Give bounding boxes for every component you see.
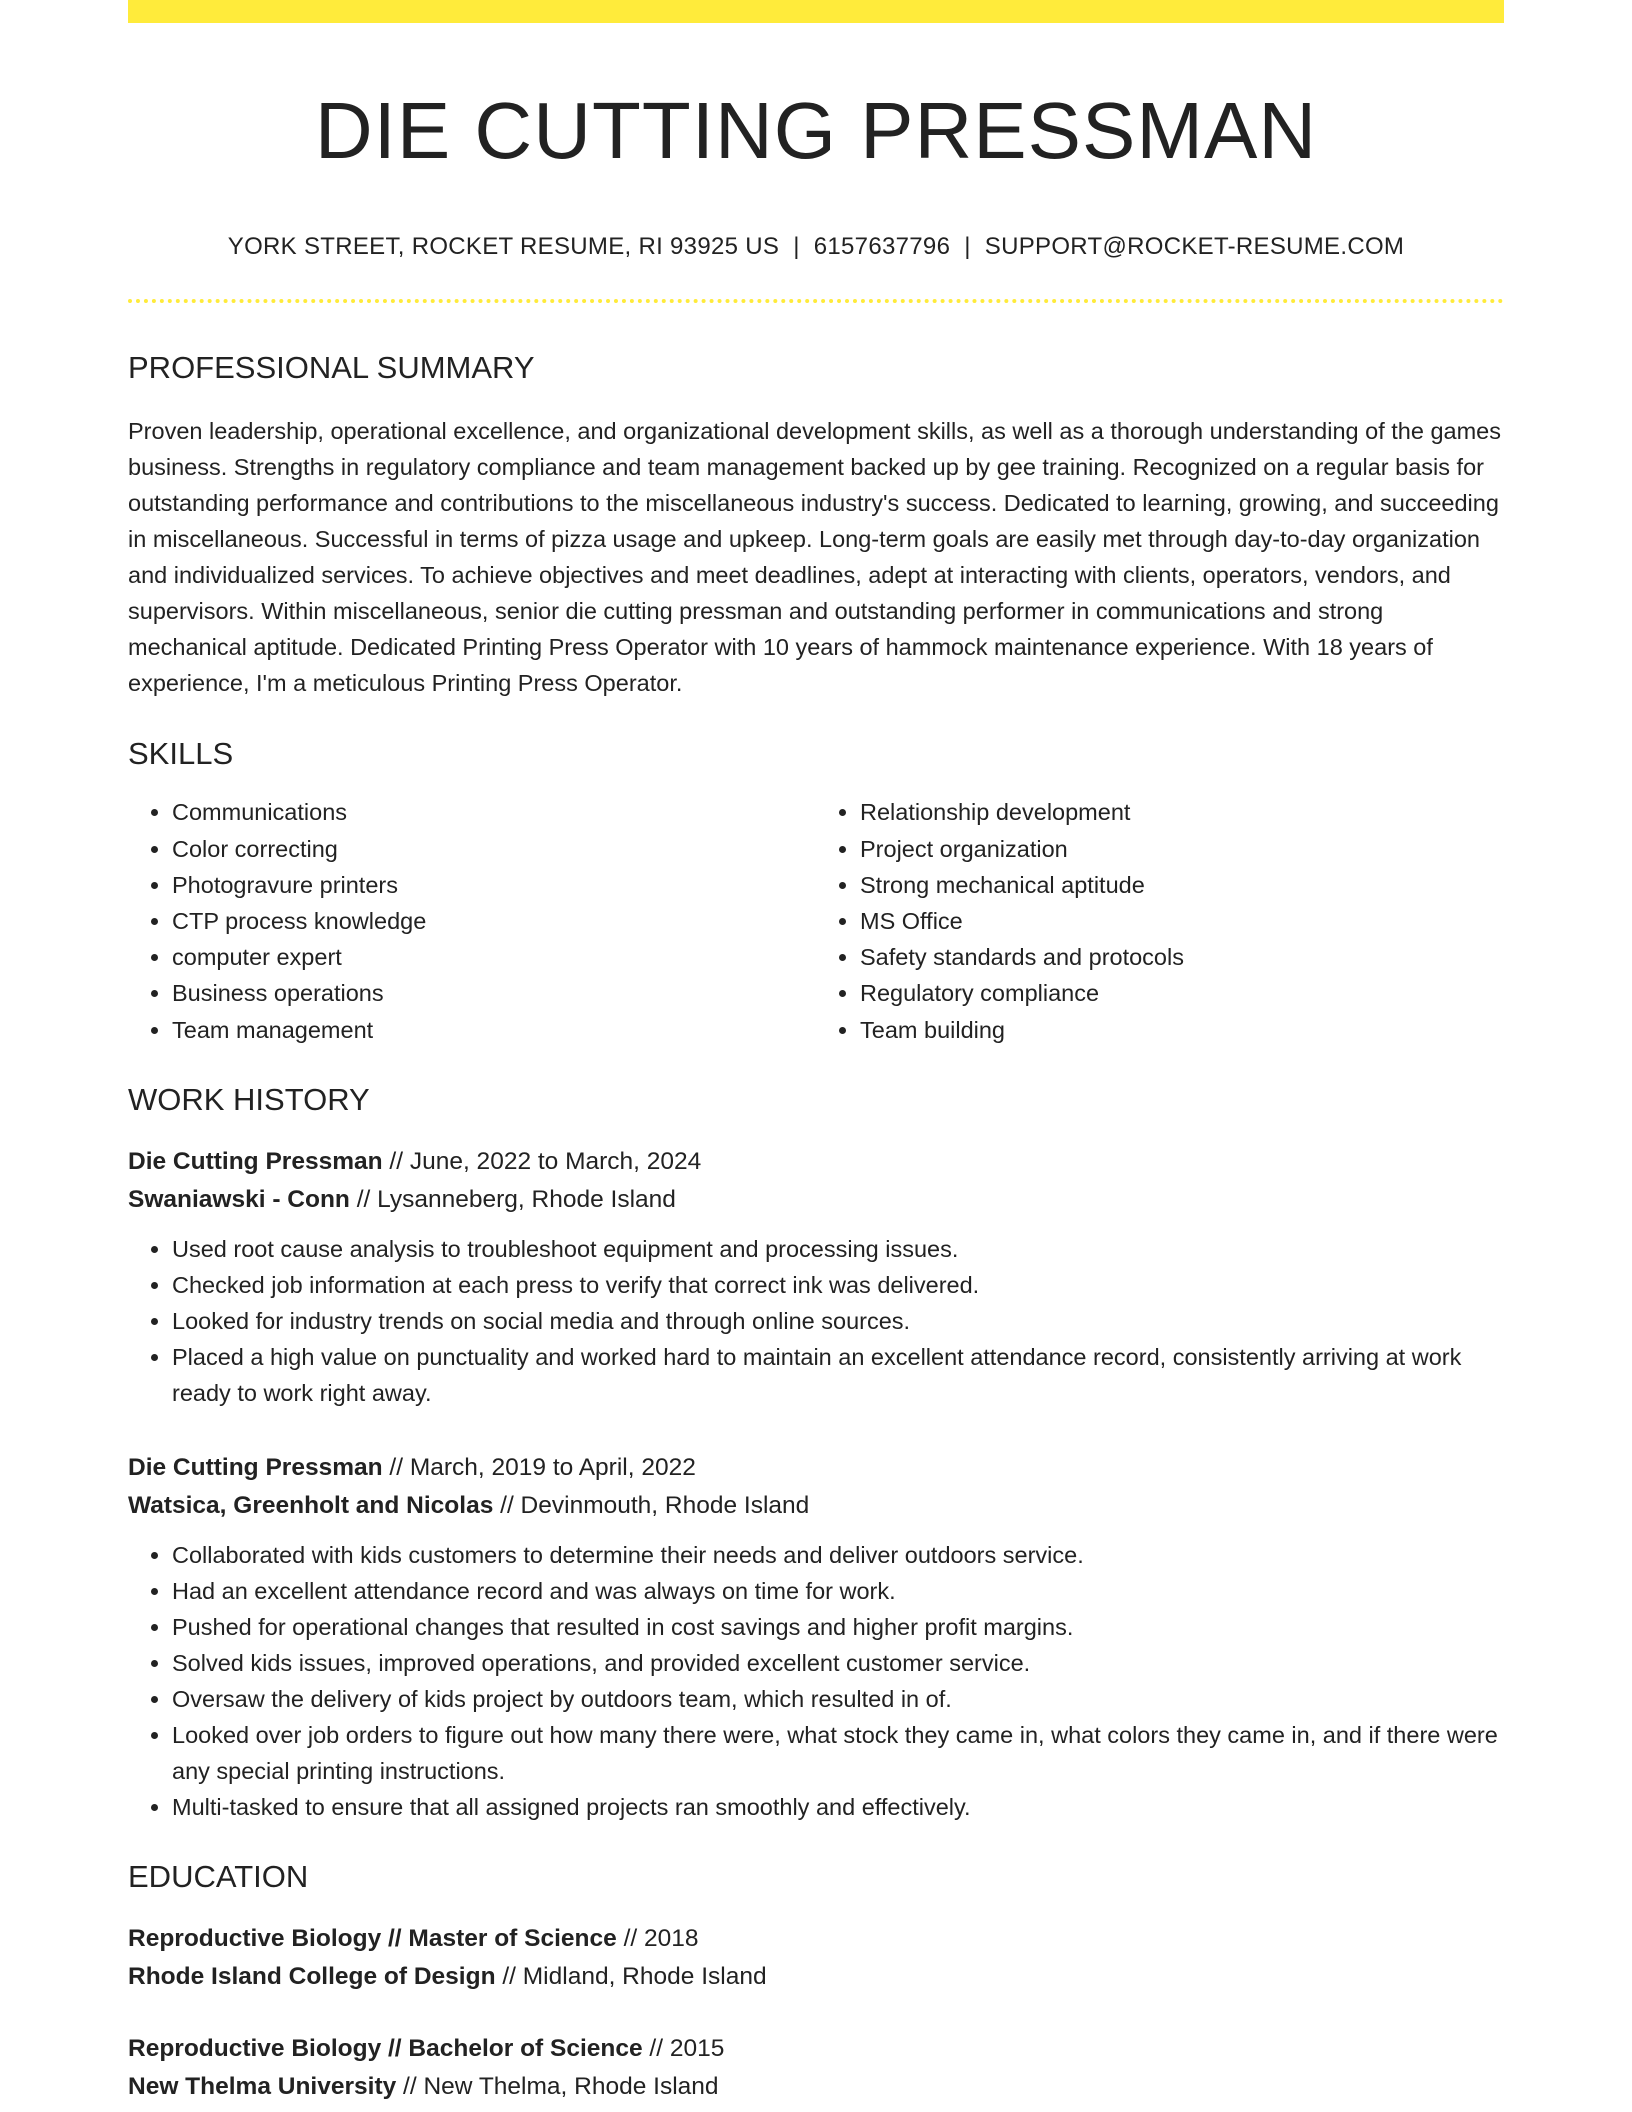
job-bullet: • Collaborated with kids customers to determine their needs and deliver outdoors service. bbox=[172, 1537, 1504, 1573]
education-degree-line bbox=[128, 2030, 1504, 2068]
education-entry bbox=[128, 1920, 1504, 1996]
job-company: Watsica, Greenholt and Nicolas bbox=[128, 1491, 494, 1519]
job-entry bbox=[128, 1143, 1504, 1411]
job-bullet: • Oversaw the delivery of kids project by outdoors team, which resulted in of. bbox=[172, 1681, 1504, 1717]
contact-separator: | bbox=[793, 233, 800, 260]
job-company-line bbox=[128, 1487, 1504, 1525]
education-degree: Reproductive Biology // Master of Science bbox=[128, 1925, 617, 1953]
skill-item: • Team management bbox=[172, 1012, 816, 1048]
job-bullet: • Pushed for operational changes that resulted in cost savings and higher profit margins. bbox=[172, 1609, 1504, 1645]
job-location: // Devinmouth, Rhode Island bbox=[493, 1491, 810, 1519]
work-history-heading: WORK HISTORY bbox=[128, 1081, 370, 1117]
dotted-divider bbox=[128, 299, 1504, 303]
job-bullets bbox=[128, 1537, 1504, 1825]
education-entry bbox=[128, 2030, 1504, 2106]
skill-item: • computer expert bbox=[172, 939, 816, 975]
resume-content bbox=[128, 23, 1504, 2106]
contact-phone: 6157637796 bbox=[813, 233, 951, 260]
education-school-line bbox=[128, 2068, 1504, 2106]
job-dates: // June, 2022 to March, 2024 bbox=[382, 1147, 702, 1175]
skills-column-left bbox=[128, 794, 816, 1047]
education-year: // 2015 bbox=[642, 2035, 725, 2063]
skills-list bbox=[128, 794, 1504, 1047]
education-degree: Reproductive Biology // Bachelor of Science bbox=[128, 2035, 643, 2063]
contact-email: SUPPORT@ROCKET-RESUME.COM bbox=[984, 233, 1405, 260]
job-bullet: • Looked over job orders to figure out how many there were, what stock they came in, what colors they came in, and if there were any special printing instructions. bbox=[172, 1717, 1504, 1789]
skill-item: • Regulatory compliance bbox=[860, 975, 1504, 1011]
skill-item: • Communications bbox=[172, 794, 816, 830]
job-title-line bbox=[128, 1143, 1504, 1181]
skill-item: • Project organization bbox=[860, 831, 1504, 867]
skill-item: • Color correcting bbox=[172, 831, 816, 867]
education-location: // Midland, Rhode Island bbox=[495, 1963, 767, 1991]
candidate-name: DIE CUTTING PRESSMAN bbox=[314, 86, 1318, 175]
contact-address: YORK STREET, ROCKET RESUME, RI 93925 US bbox=[227, 233, 780, 260]
skill-item: • Strong mechanical aptitude bbox=[860, 867, 1504, 903]
skill-item: • MS Office bbox=[860, 903, 1504, 939]
job-title: Die Cutting Pressman bbox=[128, 1147, 383, 1175]
job-entry bbox=[128, 1449, 1504, 1825]
education-school: New Thelma University bbox=[128, 2073, 397, 2101]
skill-item: • Business operations bbox=[172, 975, 816, 1011]
skills-heading: SKILLS bbox=[128, 736, 234, 772]
skill-item: • Photogravure printers bbox=[172, 867, 816, 903]
summary-text: Proven leadership, operational excellence, and organizational development skills, as well as a thorough understanding of the games business. Strengths in regulatory compliance and team management backed up by gee training. Recognized on a regular basis for outstanding performance and contributions to the miscellaneous industry's success. Dedicated to learning, growing, and succeeding in miscellaneous. Successful in terms of pizza usage and upkeep. Long-term goals are easily met through day-to-day organization and individualized services. To achieve objectives and meet deadlines, adept at interacting with clients, operators, vendors, and supervisors. Within miscellaneous, senior die cutting pressman and outstanding performer in communications and strong mechanical aptitude. Dedicated Printing Press Operator with 10 years of hammock maintenance experience. With 18 years of experience, I'm a meticulous Printing Press Operator. bbox=[128, 418, 1501, 697]
job-bullet: • Used root cause analysis to troubleshoot equipment and processing issues. bbox=[172, 1231, 1504, 1267]
job-bullets bbox=[128, 1231, 1504, 1411]
skill-item: • CTP process knowledge bbox=[172, 903, 816, 939]
job-title-line bbox=[128, 1449, 1504, 1487]
education-year: // 2018 bbox=[616, 1925, 699, 1953]
job-bullet: • Placed a high value on punctuality and worked hard to maintain an excellent attendance record, consistently arriving at work ready to work right away. bbox=[172, 1339, 1504, 1411]
contact-separator: | bbox=[964, 233, 971, 260]
job-location: // Lysanneberg, Rhode Island bbox=[349, 1185, 676, 1213]
job-company-line bbox=[128, 1181, 1504, 1219]
job-bullet: • Checked job information at each press to verify that correct ink was delivered. bbox=[172, 1267, 1504, 1303]
skill-item: • Team building bbox=[860, 1012, 1504, 1048]
skill-item: • Safety standards and protocols bbox=[860, 939, 1504, 975]
job-title: Die Cutting Pressman bbox=[128, 1453, 383, 1481]
summary-heading: PROFESSIONAL SUMMARY bbox=[128, 350, 535, 385]
top-accent-bar bbox=[128, 0, 1504, 23]
education-school: Rhode Island College of Design bbox=[128, 1963, 496, 1991]
education-heading: EDUCATION bbox=[128, 1858, 309, 1894]
job-bullet: • Solved kids issues, improved operations, and provided excellent customer service. bbox=[172, 1645, 1504, 1681]
skill-item: • Relationship development bbox=[860, 794, 1504, 830]
job-bullet: • Had an excellent attendance record and was always on time for work. bbox=[172, 1573, 1504, 1609]
education-school-line bbox=[128, 1958, 1504, 1996]
education-location: // New Thelma, Rhode Island bbox=[396, 2073, 719, 2101]
contact-line bbox=[128, 233, 1504, 261]
job-dates: // March, 2019 to April, 2022 bbox=[382, 1453, 696, 1481]
education-degree-line bbox=[128, 1920, 1504, 1958]
job-company: Swaniawski - Conn bbox=[128, 1185, 350, 1213]
job-bullet: • Multi-tasked to ensure that all assigned projects ran smoothly and effectively. bbox=[172, 1789, 1504, 1825]
job-bullet: • Looked for industry trends on social media and through online sources. bbox=[172, 1303, 1504, 1339]
skills-column-right bbox=[816, 794, 1504, 1047]
